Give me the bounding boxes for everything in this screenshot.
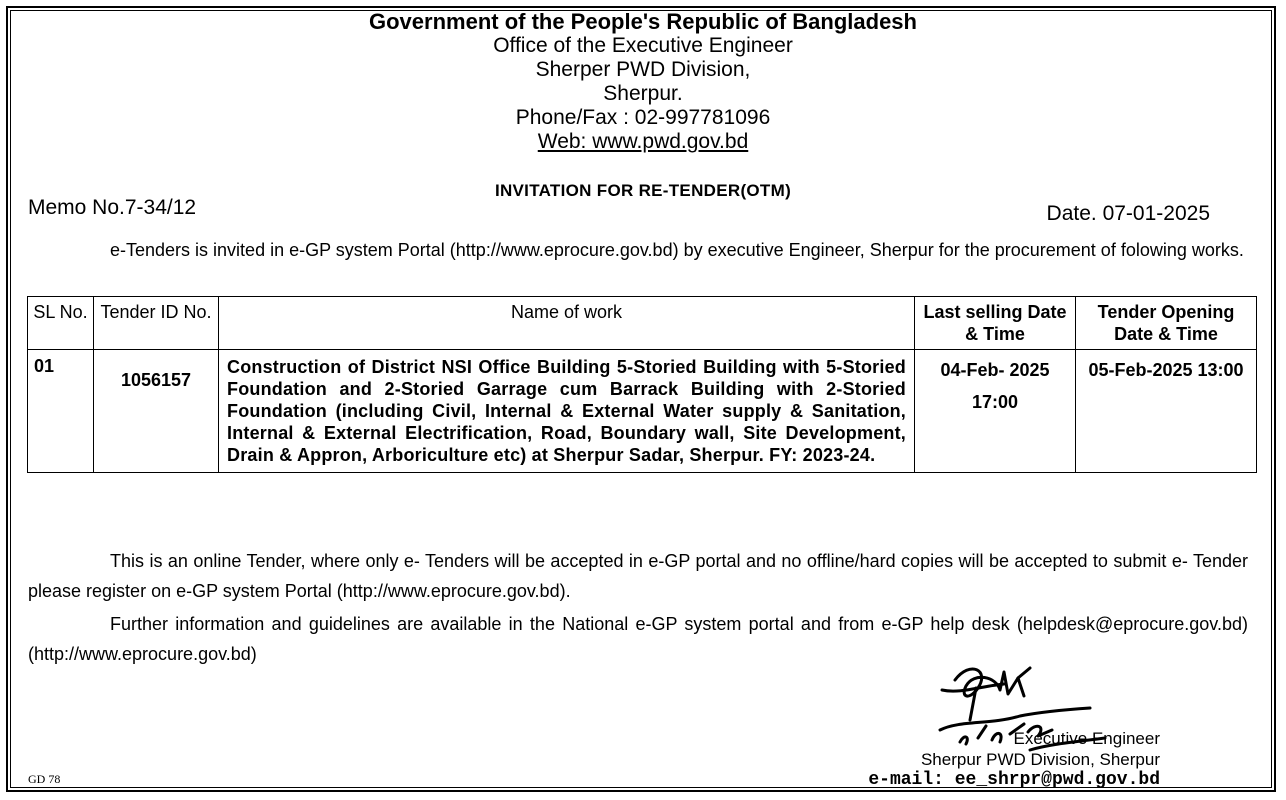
memo-number: Memo No.7-34/12 <box>28 196 197 219</box>
header-tender-id: Tender ID No. <box>94 297 219 350</box>
letterhead <box>0 10 1286 154</box>
footer-code: GD 78 <box>28 772 61 786</box>
table-row <box>28 350 1257 473</box>
cell-last-selling: 04-Feb- 2025 17:00 <box>915 350 1076 473</box>
cell-opening: 05-Feb-2025 13:00 <box>1076 350 1257 473</box>
cell-sl: 01 <box>28 350 94 473</box>
signatory-block <box>868 728 1160 791</box>
website-link[interactable]: Web: www.pwd.gov.bd <box>537 130 749 153</box>
signatory-email[interactable]: e-mail: ee_shrpr@pwd.gov.bd <box>868 770 1160 790</box>
government-title: Government of the People's Republic of Bangladesh <box>369 9 917 34</box>
header-work: Name of work <box>219 297 915 350</box>
helpdesk-paragraph: Further information and guidelines are available in the National e-GP system portal and from e-GP help desk (helpdesk@eprocure.gov.bd) (http://www.eprocure.gov.bd) <box>28 614 1248 664</box>
header-opening: Tender Opening Date & Time <box>1076 297 1257 350</box>
header-sl: SL No. <box>28 297 94 350</box>
intro-paragraph: e-Tenders is invited in e-GP system Portal (http://www.eprocure.gov.bd) by executive Engineer, Sherpur for the procurement of folowing works. <box>110 240 1244 260</box>
notice-date: Date. 07-01-2025 <box>1046 202 1210 225</box>
tender-table <box>27 296 1257 473</box>
city-name: Sherpur. <box>603 82 683 105</box>
cell-work-name: Construction of District NSI Office Building 5-Storied Building with 5-Storied Foundation and 2-Storied Garrage cum Barrack Building with 2-Storied Foundation (including Civil, Internal & External Water supply & Sanitation, Internal & External Electrification, Road, Boundary wall, Site Development, Drain & Appron, Arboriculture etc) at Sherpur Sadar, Sherpur. FY: 2023-24. <box>219 350 915 473</box>
signatory-title: Executive Engineer <box>1013 729 1160 748</box>
invitation-heading: INVITATION FOR RE-TENDER(OTM) <box>494 181 792 200</box>
cell-tender-id: 1056157 <box>94 350 219 473</box>
online-tender-paragraph: This is an online Tender, where only e- Tenders will be accepted in e-GP portal and no offline/hard copies will be accepted to submit e- Tender please register on e-GP system Portal (http://www.eprocure.gov.bd). <box>28 551 1248 601</box>
phone-fax: Phone/Fax : 02-997781096 <box>515 106 771 129</box>
office-name: Office of the Executive Engineer <box>493 34 793 57</box>
division-name: Sherper PWD Division, <box>535 58 751 81</box>
signatory-division: Sherpur PWD Division, Sherpur <box>920 750 1160 769</box>
header-last-selling: Last selling Date & Time <box>915 297 1076 350</box>
table-header-row <box>28 297 1257 350</box>
